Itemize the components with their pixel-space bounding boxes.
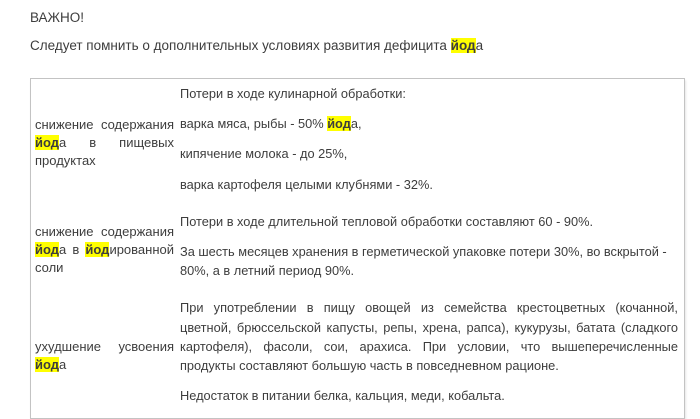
table-paragraph	[180, 175, 678, 194]
table-paragraph	[180, 84, 678, 103]
table-paragraph	[180, 144, 678, 163]
text-segment: Потери в ходе кулинарной обработки:	[180, 86, 406, 101]
table-paragraph	[180, 298, 678, 375]
row-label-cell	[31, 293, 177, 418]
highlighted-term: йод	[85, 241, 110, 257]
intro-text	[30, 38, 684, 54]
row-content-cell	[176, 293, 685, 418]
table-paragraph	[180, 386, 678, 405]
table-body	[31, 79, 685, 419]
text-segment: а в пищевых продуктах	[35, 134, 174, 168]
table-row	[31, 79, 685, 207]
row-label-cell	[31, 207, 177, 294]
highlighted-term: йод	[35, 241, 60, 257]
table-paragraph	[180, 114, 678, 133]
text-segment: кипячение молока - до 25%,	[180, 146, 348, 162]
highlighted-term: йод	[35, 134, 60, 150]
iodine-deficiency-table	[30, 78, 685, 419]
text-segment: а	[475, 38, 484, 53]
text-segment: Недостаток в питании белка, кальция, меди, кобальта.	[180, 388, 505, 404]
text-segment: При употреблении в пищу овощей из семейства крестоцветных (кочанной, цветной, брюссельской капусты, репы, хрена, рапса), кукурузы, батата (сладкого картофеля), фасоли, сои, арахиса. При условии, что вышеперечисленные продукты составляют большую часть в повседневном рационе.	[180, 300, 678, 373]
text-segment: а,	[350, 116, 362, 132]
text-segment: снижение содержания	[35, 116, 174, 132]
table-paragraph	[180, 212, 678, 231]
text-segment: ухудшение усвоения	[35, 338, 174, 354]
row-content-cell	[176, 207, 685, 294]
row-label-cell	[31, 79, 177, 207]
page-title: ВАЖНО!	[30, 10, 85, 25]
text-segment: снижение содержания	[35, 223, 174, 239]
text-segment: Следует помнить о дополнительных условиях развития дефицита	[30, 38, 451, 53]
text-segment: варка картофеля целыми клубнями - 32%.	[180, 176, 433, 192]
row-content-cell	[176, 79, 685, 207]
text-segment: За шесть месяцев хранения в герметической упаковке потери 30%, во вскрытой - 80%, а в летний период 90%.	[180, 243, 667, 279]
highlighted-term: йод	[450, 38, 476, 53]
table-row	[31, 293, 685, 418]
text-segment: Потери в ходе длительной тепловой обработки составляют 60 - 90%.	[180, 213, 594, 229]
highlighted-term: йод	[327, 116, 351, 132]
highlighted-term: йод	[35, 356, 60, 372]
text-segment: а в	[59, 241, 86, 257]
text-segment: а	[59, 356, 67, 372]
text-segment: ированной соли	[35, 241, 174, 276]
text-segment: варка мяса, рыбы - 50%	[180, 116, 328, 132]
table-paragraph	[180, 242, 678, 280]
table-row	[31, 207, 685, 294]
